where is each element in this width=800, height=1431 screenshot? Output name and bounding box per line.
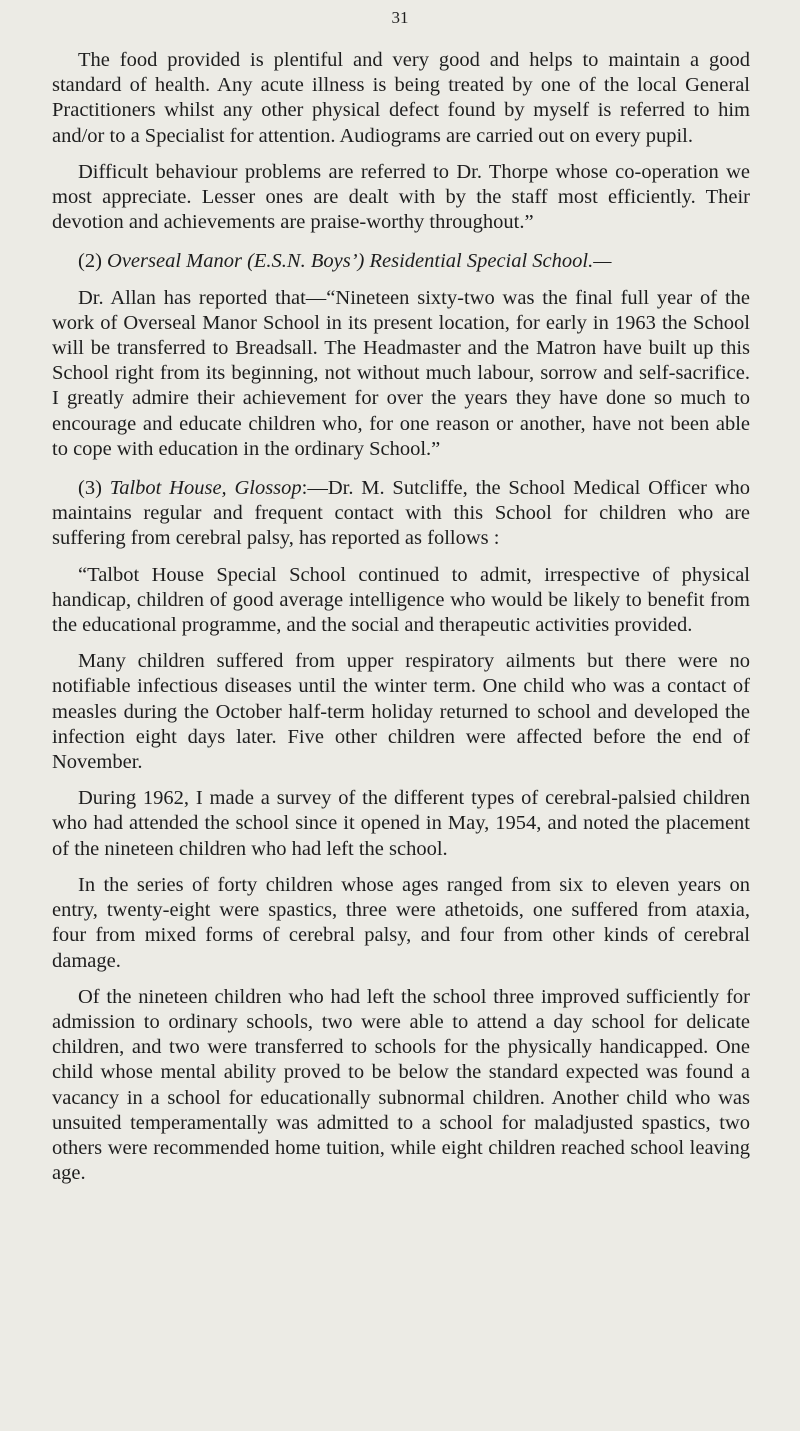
document-body [52,48,750,1186]
section-intro: :—Dr. M. Sutcliffe, the School Medical Officer who maintains regular and frequent contact with this School for children who are suffering from cerebral palsy, has reported as follows : [52,477,751,550]
section-heading-talbot [52,476,750,552]
paragraph-admission: “Talbot House Special School continued to admit, irrespective of physical handicap, children of good average intelligence who would be likely to benefit from the educational programme, and the social and therapeutic activities provided. [52,563,750,637]
paragraph-food: The food provided is plentiful and very good and helps to maintain a good standard of health. Any acute illness is being treated by one of the local General Practitioners whilst any other physical defect found by myself is referred to him and/or to a Specialist for attention. Audiograms are carried out on every pupil. [52,49,750,147]
paragraph-overseal-report: Dr. Allan has reported that—“Nineteen sixty-two was the final full year of the work of Overseal Manor School in its present location, for early in 1963 the School will be transferred to Breadsall. The Headmaster and the Matron have built up this School right from its beginning, not without much labour, sorrow and self-sacrifice. I greatly admire their achievement for over the years they have done so much to encourage and educate children who, for one reason or another, have not been able to cope with education in the ordinary School.” [52,286,750,460]
paragraph-behaviour: Difficult behaviour problems are referred to Dr. Thorpe whose co-operation we most appreciate. Lesser ones are dealt with by the staff most efficiently. Their devotion and achievements are praise-worthy throughout.” [52,160,750,234]
section-title: Overseal Manor (E.S.N. Boys’) Residential Special School.— [107,250,612,273]
section-number: (2) [78,250,102,273]
paragraph-series: In the series of forty children whose ages ranged from six to eleven years on entry, twenty-eight were spastics, three were athetoids, one suffered from ataxia, four from mixed forms of cerebral palsy, and four from other kinds of cerebral damage. [52,873,750,972]
paragraph-placement: Of the nineteen children who had left the school three improved sufficiently for admission to ordinary schools, two were able to attend a day school for delicate children, and two were transferred to schools for the physically handicapped. One child whose mental ability proved to be below the standard expected was found a vacancy in a school for educationally subnormal children. Another child who was unsuited temperamentally was admitted to a school for maladjusted spastics, two others were recommended home tuition, while eight children reached school leaving age. [52,985,750,1185]
page-number: 31 [391,8,409,27]
section-heading-overseal [52,249,750,274]
paragraph-survey: During 1962, I made a survey of the different types of cerebral-palsied children who had attended the school since it opened in May, 1954, and noted the placement of the nineteen children who had left the school. [52,787,750,860]
paragraph-illness: Many children suffered from upper respiratory ailments but there were no notifiable infectious diseases until the winter term. One child who was a contact of measles during the October half-term holiday returned to school and developed the infection eight days later. Five other children were affected before the end of November. [52,650,750,774]
section-number: (3) [78,477,102,500]
section-title: Talbot House, Glossop [109,477,302,500]
